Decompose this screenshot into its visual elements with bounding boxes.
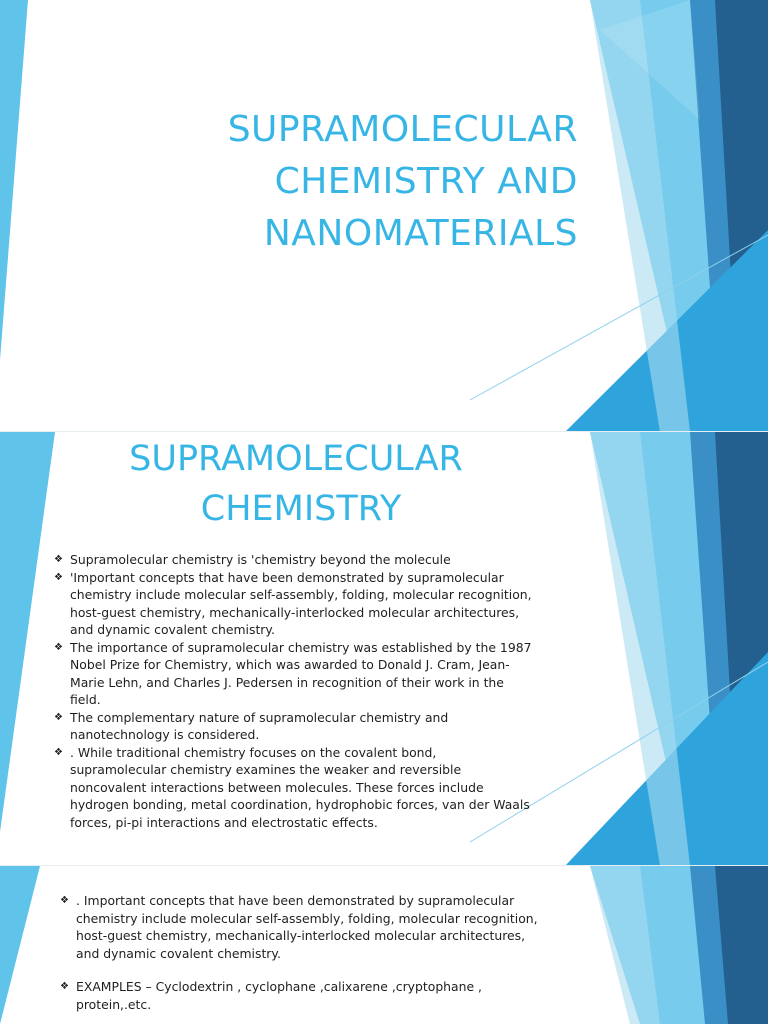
diamond-bullet-icon: ❖ <box>54 554 63 565</box>
diamond-bullet-icon: ❖ <box>60 981 69 992</box>
slide-2-title <box>80 434 512 534</box>
left-accent-shape <box>0 0 28 360</box>
list-item: ❖ 'Important concepts that have been demonstrated by supramolecular chemistry include molecular self-assembly, folding, molecular recognition, host-guest chemistry, mechanically-interlocked molecular architectures, and dynamic covalent chemistry. <box>54 569 532 637</box>
list-item: ❖ The complementary nature of supramolecular chemistry and nanotechnology is considered. <box>54 709 449 742</box>
list-item: ❖ EXAMPLES – Cyclodextrin , cyclophane ,calixarene ,cryptophane , protein,.etc. <box>60 979 482 1012</box>
diamond-bullet-icon: ❖ <box>54 746 63 758</box>
list-item: ❖ The importance of supramolecular chemistry was established by the 1987 Nobel Prize for Chemistry, which was awarded to Donald J. Cram, Jean-Marie Lehn, and Charles J. Pedersen in recognition of their work in the field. <box>54 639 532 707</box>
left-accent-shape <box>0 866 40 1024</box>
bullet-list <box>54 551 534 831</box>
title-line: NANOMATERIALS <box>263 213 578 254</box>
slide-title <box>0 0 768 432</box>
title-line: SUPRAMOLECULAR <box>129 439 463 479</box>
list-item: ❖ . Important concepts that have been demonstrated by supramolecular chemistry include molecular self-assembly, folding, molecular recognition, host-guest chemistry, mechanically-interlocked molecular architectures, and dynamic covalent chemistry. <box>60 893 538 961</box>
diamond-bullet-icon: ❖ <box>54 711 63 723</box>
slide-examples <box>0 866 768 1024</box>
list-item: ❖ . While traditional chemistry focuses on the covalent bond, supramolecular chemistry examines the weaker and reversible noncovalent interactions between molecules. These forces include hydrogen bonding, metal coordination, hydrophobic forces, van der Waals forces, pi-pi interactions and electrostatic effects. <box>54 744 530 830</box>
left-accent-shape <box>0 432 55 832</box>
title-line: CHEMISTRY AND <box>274 161 578 202</box>
slide-1-title <box>150 104 578 260</box>
title-line: CHEMISTRY <box>200 489 402 529</box>
diamond-bullet-icon: ❖ <box>54 641 63 653</box>
diamond-bullet-icon: ❖ <box>54 571 63 583</box>
list-item: ❖ Supramolecular chemistry is 'chemistry beyond the molecule <box>54 552 451 567</box>
diamond-bullet-icon: ❖ <box>60 895 69 906</box>
title-line: SUPRAMOLECULAR <box>227 109 578 150</box>
slide-supramolecular-chemistry <box>0 432 768 866</box>
bullet-list <box>60 892 540 1024</box>
